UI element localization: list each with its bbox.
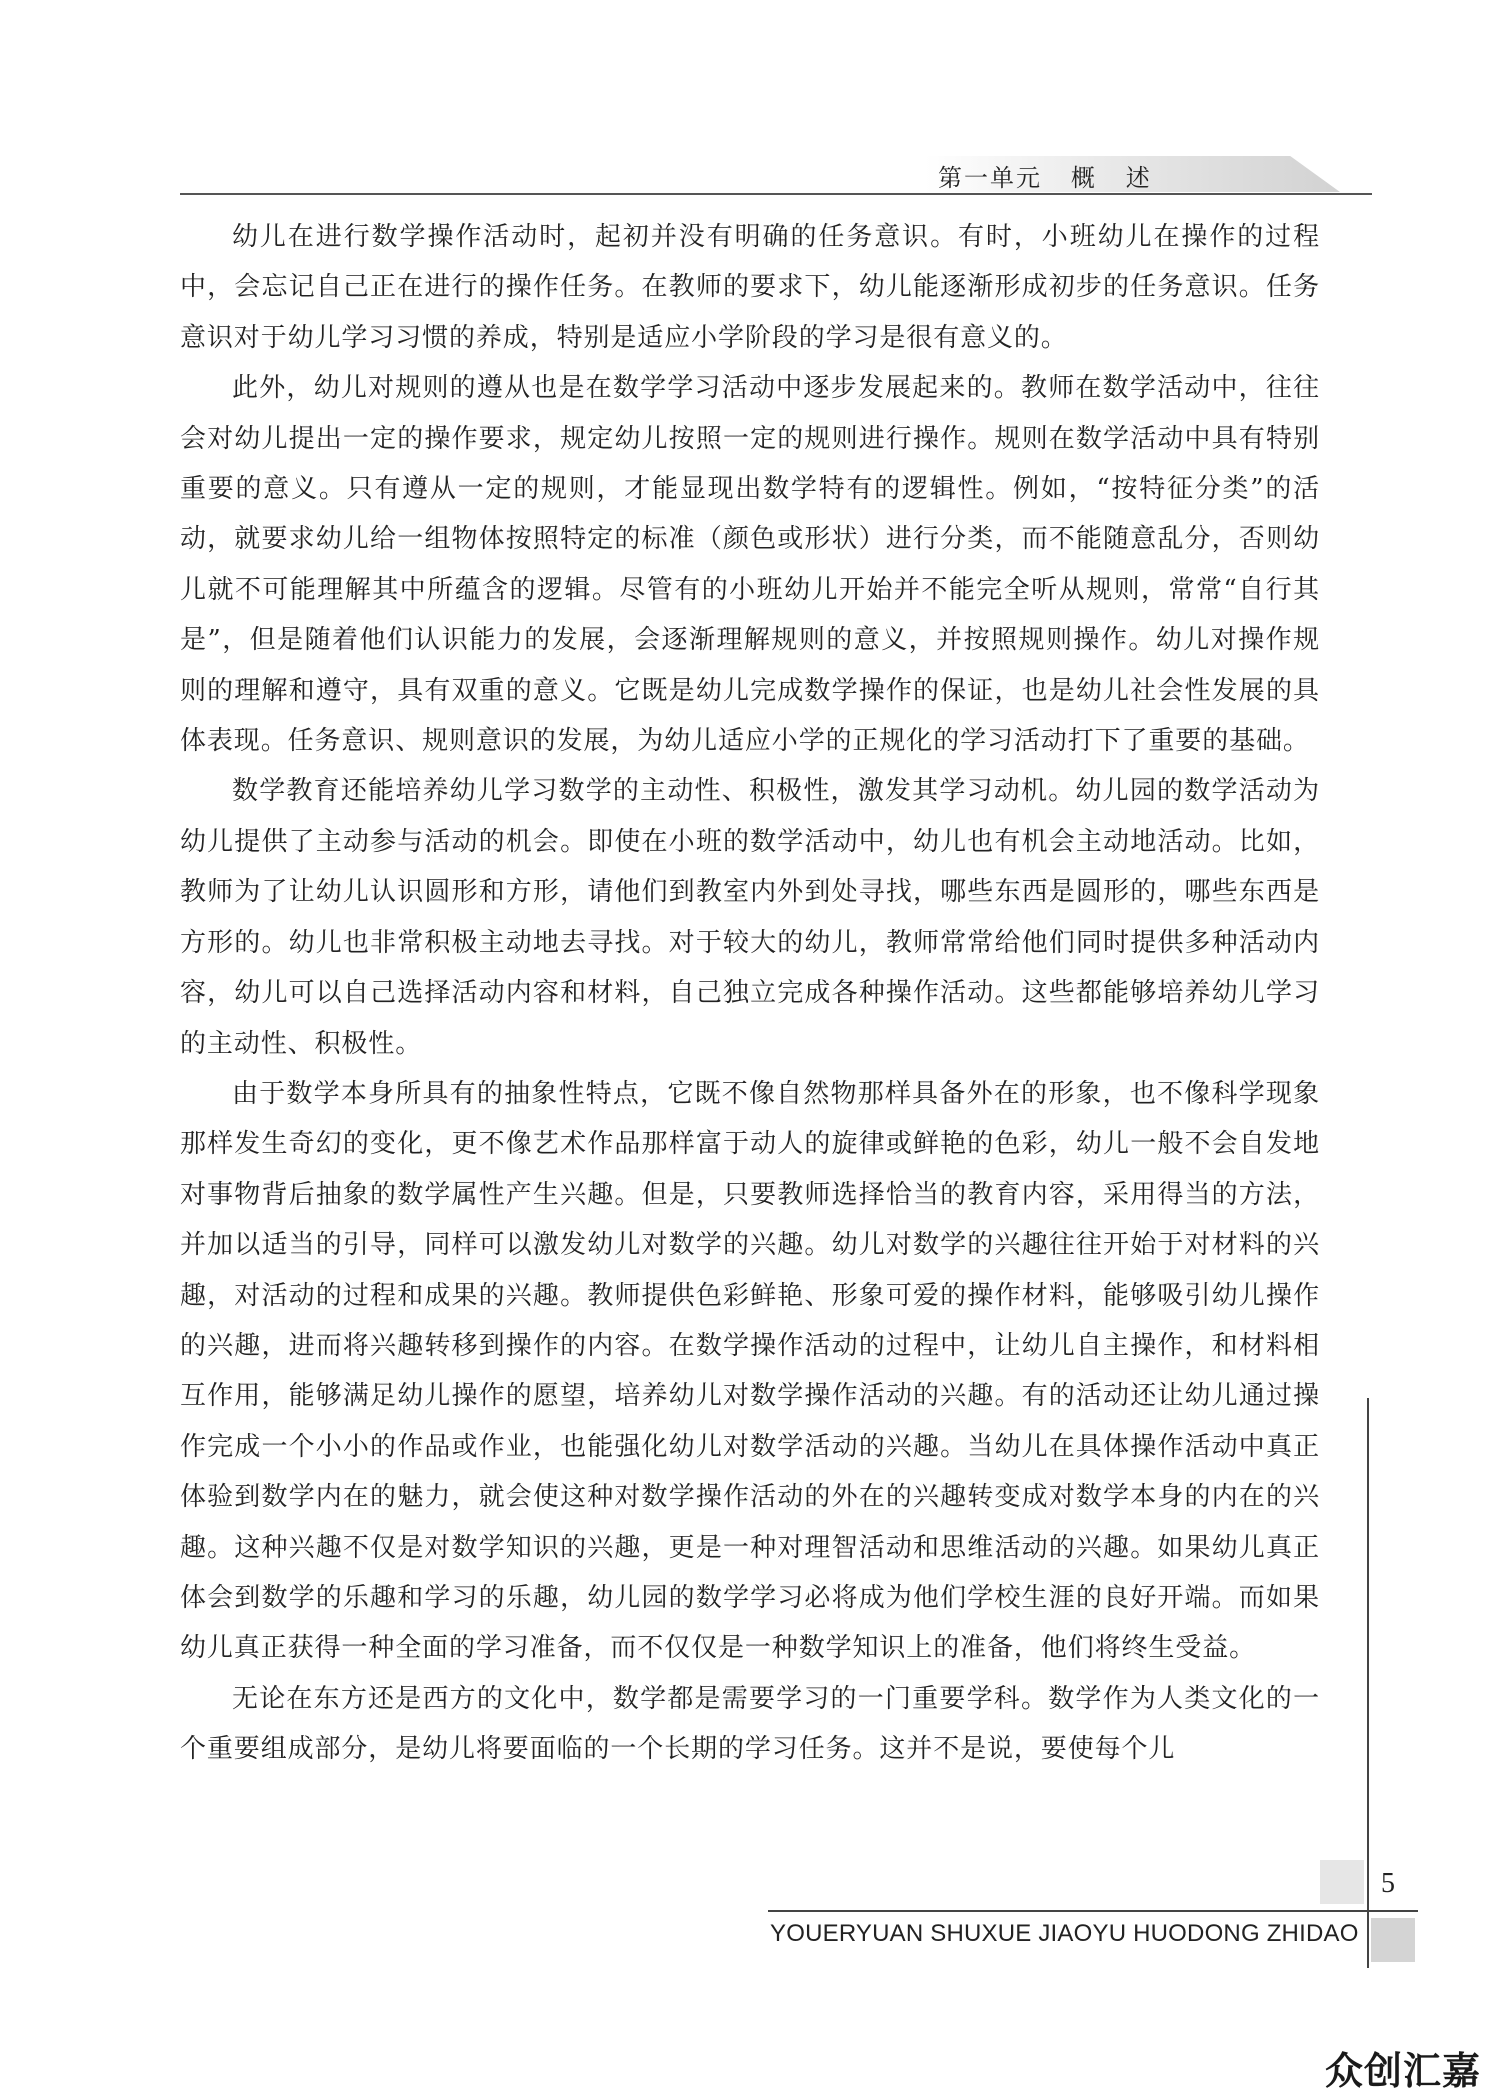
header-rule bbox=[180, 193, 1372, 195]
margin-gray-block bbox=[1371, 1918, 1415, 1962]
paragraph-rule-following: 此外，幼儿对规则的遵从也是在数学学习活动中逐步发展起来的。教师在数学活动中，往往会对幼儿提出一定的操作要求，规定幼儿按照一定的规则进行操作。规则在数学活动中具有特别重要的意义。只有遵从一定的规则，才能显现出数学特有的逻辑性。例如，“按特征分类”的活动，就要求幼儿给一组物体按照特定的标准（颜色或形状）进行分类，而不能随意乱分，否则幼儿就不可能理解其中所蕴含的逻辑。尽管有的小班幼儿开始并不能完全听从规则，常常“自行其是”，但是随着他们认识能力的发展，会逐渐理解规则的意义，并按照规则操作。幼儿对操作规则的理解和遵守，具有双重的意义。它既是幼儿完成数学操作的保证，也是幼儿社会性发展的具体表现。任务意识、规则意识的发展，为幼儿适应小学的正规化的学习活动打下了重要的基础。 bbox=[180, 373, 1320, 757]
paragraph-task-awareness: 幼儿在进行数学操作活动时，起初并没有明确的任务意识。有时，小班幼儿在操作的过程中，会忘记自己正在进行的操作任务。在教师的要求下，幼儿能逐渐形成初步的任务意识。任务意识对于幼儿学习习惯的养成，特别是适应小学阶段的学习是很有意义的。 bbox=[180, 222, 1320, 353]
page-number: 5 bbox=[1381, 1868, 1395, 1899]
footer-book-title: YOUERYUAN SHUXUE JIAOYU HUODONG ZHIDAO bbox=[770, 1920, 1359, 1947]
paragraph-math-in-culture: 无论在东方还是西方的文化中，数学都是需要学习的一门重要学科。数学作为人类文化的一个重要组成部分，是幼儿将要面临的一个长期的学习任务。这并不是说，要使每个儿 bbox=[180, 1683, 1320, 1765]
footer-rule bbox=[768, 1910, 1418, 1912]
running-header-title: 第一单元 概 述 bbox=[938, 164, 1152, 192]
paragraph-interest-in-math: 由于数学本身所具有的抽象性特点，它既不像自然物那样具备外在的形象，也不像科学现象那样发生奇幻的变化，更不像艺术作品那样富于动人的旋律或鲜艳的色彩，幼儿一般不会自发地对事物背后抽象的数学属性产生兴趣。但是，只要教师选择恰当的教育内容，采用得当的方法，并加以适当的引导，同样可以激发幼儿对数学的兴趣。幼儿对数学的兴趣往往开始于对材料的兴趣，对活动的过程和成果的兴趣。教师提供色彩鲜艳、形象可爱的操作材料，能够吸引幼儿操作的兴趣，进而将兴趣转移到操作的内容。在数学操作活动的过程中，让幼儿自主操作，和材料相互作用，能够满足幼儿操作的愿望，培养幼儿对数学操作活动的兴趣。有的活动还让幼儿通过操作完成一个小小的作品或作业，也能强化幼儿对数学活动的兴趣。当幼儿在具体操作活动中真正体验到数学内在的魅力，就会使这种对数学操作活动的外在的兴趣转变成对数学本身的内在的兴趣。这种兴趣不仅是对数学知识的兴趣，更是一种对理智活动和思维活动的兴趣。如果幼儿真正体会到数学的乐趣和学习的乐趣，幼儿园的数学学习必将成为他们学校生涯的良好开端。而如果幼儿真正获得一种全面的学习准备，而不仅仅是一种数学知识上的准备，他们将终生受益。 bbox=[180, 1078, 1320, 1664]
margin-gray-block bbox=[1320, 1860, 1364, 1904]
watermark-logo: 众创汇嘉 bbox=[1325, 2049, 1482, 2093]
margin-vertical-rule bbox=[1367, 1398, 1369, 1968]
page-body bbox=[180, 212, 1320, 1775]
paragraph-learning-initiative: 数学教育还能培养幼儿学习数学的主动性、积极性，激发其学习动机。幼儿园的数学活动为幼儿提供了主动参与活动的机会。即使在小班的数学活动中，幼儿也有机会主动地活动。比如，教师为了让幼儿认识圆形和方形，请他们到教室内外到处寻找，哪些东西是圆形的，哪些东西是方形的。幼儿也非常积极主动地去寻找。对于较大的幼儿，教师常常给他们同时提供多种活动内容，幼儿可以自己选择活动内容和材料，自己独立完成各种操作活动。这些都能够培养幼儿学习的主动性、积极性。 bbox=[180, 776, 1320, 1059]
